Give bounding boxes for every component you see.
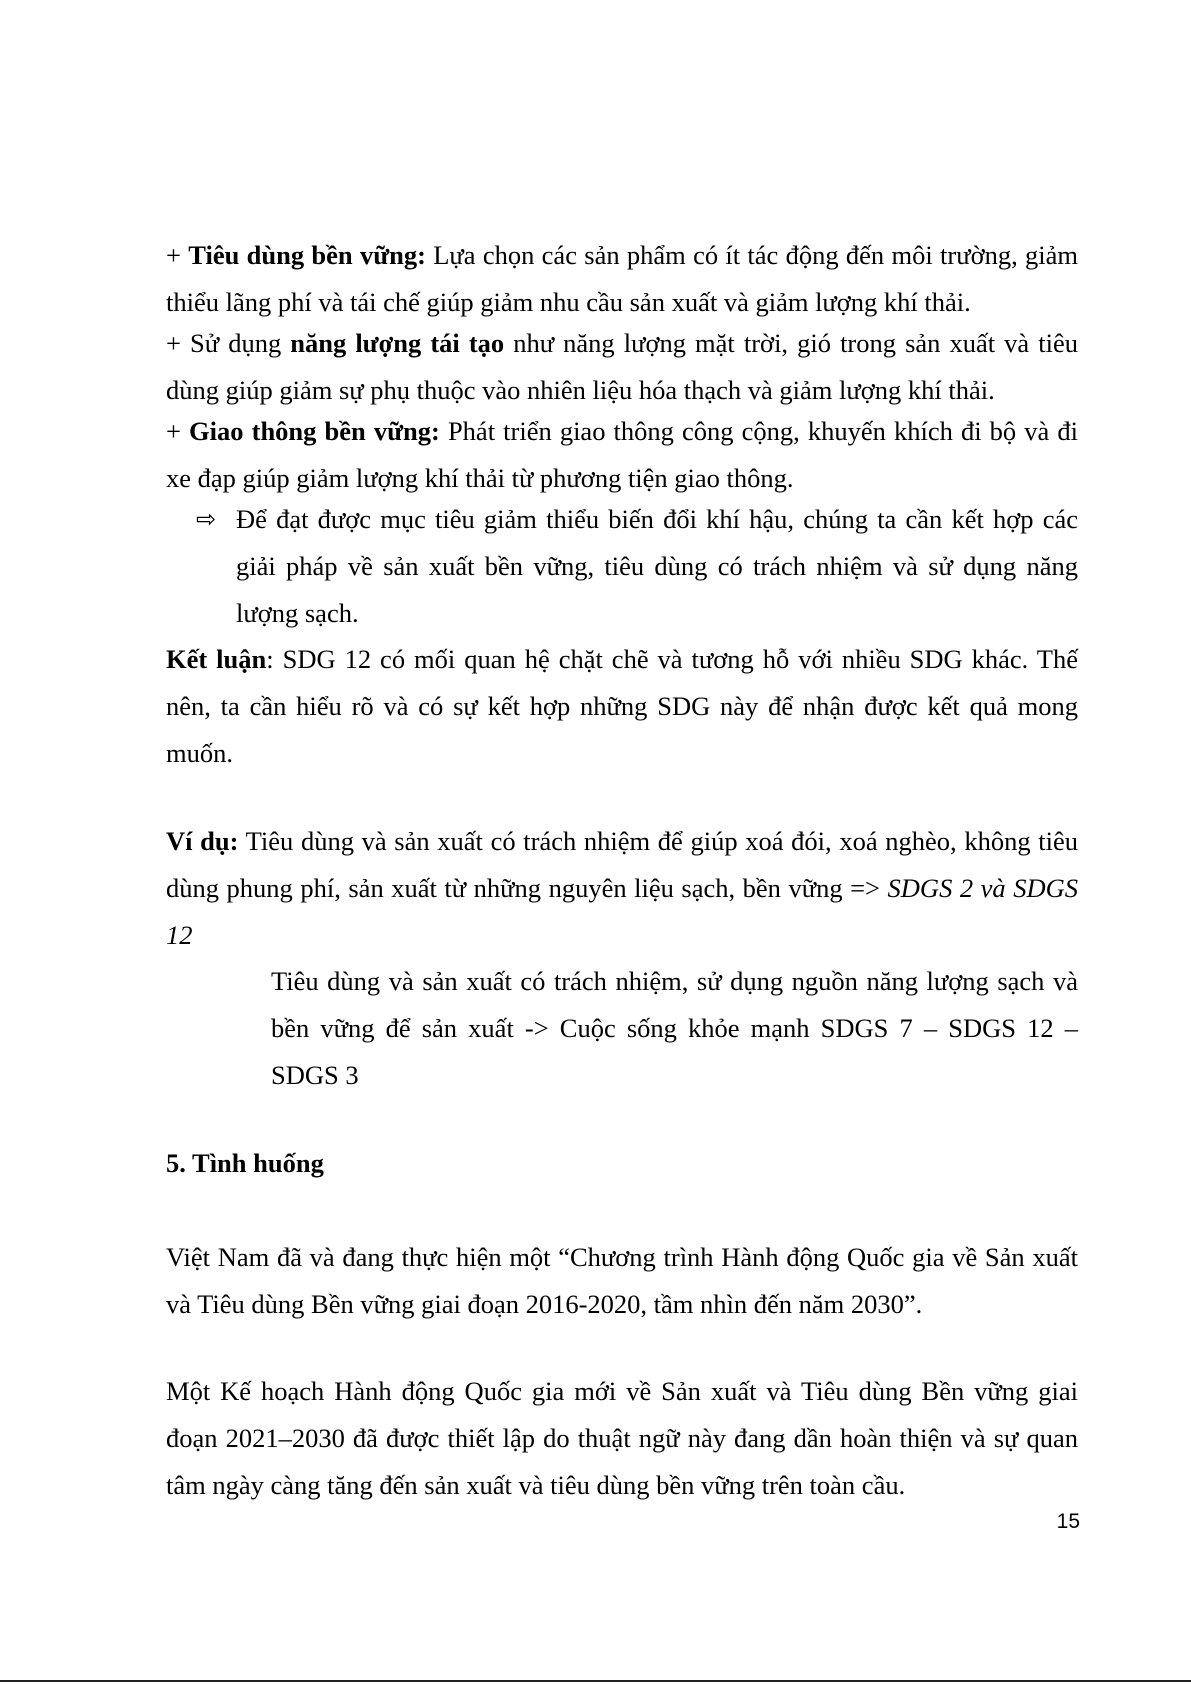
paragraph-action-plan: Một Kế hoạch Hành động Quốc gia mới về Sản xuất và Tiêu dùng Bền vững giai đoạn 2021–2030 đã được thiết lập do thuật ngữ này đang dần hoàn thiện và sự quan tâm ngày càng tăng đến sản xuất và tiêu dùng bền vững trên toàn cầu. [166,1376,1078,1500]
bullet-term: năng lượng tái tạo [290,328,505,358]
bullet-text: Lựa chọn các sản phẩm có ít tác động đến môi trường, giảm thiểu lãng phí và tái chế giúp giảm nhu cầu sản xuất và giảm lượng khí thải. [166,240,1078,317]
bullet-term: Giao thông bền vững: [189,416,440,446]
bullet-text: Phát triển giao thông công cộng, khuyến khích đi bộ và đi xe đạp giúp giảm lượng khí thải từ phương tiện giao thông. [166,416,1078,493]
example-paragraph [166,818,1078,959]
bullet-term: Tiêu dùng bền vững: [188,240,426,270]
arrow-right-icon: ⇨ [196,505,217,533]
arrow-conclusion-text: Để đạt được mục tiêu giảm thiểu biến đổi khí hậu, chúng ta cần kết hợp các giải pháp về sản xuất bền vững, tiêu dùng có trách nhiệm và sử dụng năng lượng sạch. [236,504,1078,628]
conclusion-label: Kết luận [166,644,267,674]
bullet-sustainable-consumption [166,232,1078,326]
bullet-sustainable-transport [166,408,1078,502]
example-label: Ví dụ: [166,826,239,856]
example-italic: SDGS 2 và SDGS 12 [166,873,1078,950]
conclusion-text: : SDG 12 có mối quan hệ chặt chẽ và tương hỗ với nhiều SDG khác. Thế nên, ta cần hiểu rõ và có sự kết hợp những SDG này để nhận được kết quả mong muốn. [166,644,1078,768]
section-heading: 5. Tình huống [166,1148,324,1178]
bullet-text: như năng lượng mặt trời, gió trong sản xuất và tiêu dùng giúp giảm sự phụ thuộc vào nhiên liệu hóa thạch và giảm lượng khí thải. [166,328,1078,405]
bullet-renewable-energy [166,320,1078,414]
bottom-divider [0,1680,1191,1682]
example2-paragraph: Tiêu dùng và sản xuất có trách nhiệm, sử dụng nguồn năng lượng sạch và bền vững để sản xuất -> Cuộc sống khỏe mạnh SDGS 7 – SDGS 12 – SDGS 3 [271,966,1078,1090]
bullet-prefix: + Sử dụng [166,328,291,358]
bullet-prefix: + [166,416,190,446]
page-number: 15 [1056,1510,1080,1533]
conclusion-paragraph [166,636,1078,777]
paragraph-national-program: Việt Nam đã và đang thực hiện một “Chương trình Hành động Quốc gia về Sản xuất và Tiêu dùng Bền vững giai đoạn 2016-2020, tầm nhìn đến năm 2030”. [166,1242,1078,1319]
bullet-prefix: + [166,240,189,270]
example-text: Tiêu dùng và sản xuất có trách nhiệm để giúp xoá đói, xoá nghèo, không tiêu dùng phung phí, sản xuất từ những nguyên liệu sạch, bền vững => [166,826,1078,903]
